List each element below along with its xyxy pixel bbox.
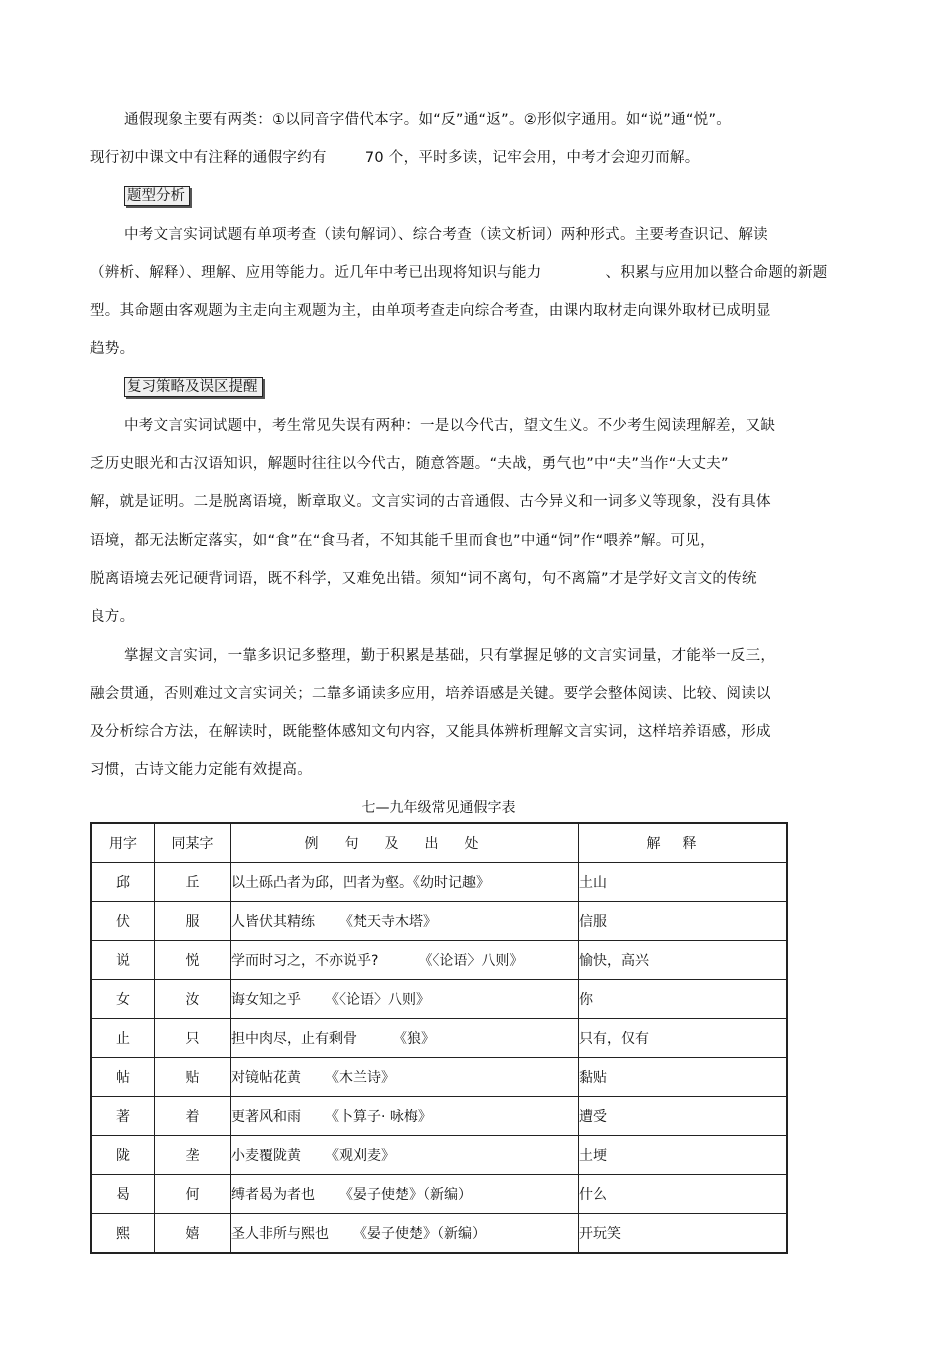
cell-example (231, 902, 579, 941)
cell-yongzi: 曷 (91, 1175, 155, 1214)
cell-example (231, 980, 579, 1019)
table-row (91, 1175, 787, 1214)
example-source: 《〈论语〉八则》 (418, 953, 524, 969)
cell-yongzi: 女 (91, 980, 155, 1019)
cell-yongzi: 帖 (91, 1058, 155, 1097)
cell-yongzi: 著 (91, 1097, 155, 1136)
intro-line-1: 通假现象主要有两类：①以同音字借代本字。如“反”通“返”。②形似字通用。如“说”通“悦”。 (124, 112, 732, 128)
table-caption: 七—九年级常见通假字表 (361, 800, 516, 816)
cell-example (231, 1175, 579, 1214)
cell-yongzi: 止 (91, 1019, 155, 1058)
example-sentence: 以土砾凸者为邱，凹者为壑。《幼时记趣》 (231, 875, 490, 891)
table-row (91, 902, 787, 941)
example-sentence: 小麦覆陇黄 (231, 1148, 301, 1164)
table-row (91, 941, 787, 980)
cell-tongzi: 悦 (155, 941, 231, 980)
cell-explanation: 土埂 (579, 1136, 788, 1175)
cell-example (231, 1136, 579, 1175)
master-line-2: 融会贯通，否则难过文言实词关；二靠多诵读多应用，培养语感是关键。要学会整体阅读、比较、阅读以 (90, 686, 771, 702)
example-source: 《梵天寺木塔》 (339, 914, 437, 930)
example-source: 《狼》 (393, 1031, 435, 1047)
header-yongzi: 用字 (91, 823, 155, 863)
cell-example (231, 863, 579, 902)
table-row (91, 1019, 787, 1058)
analysis-line-4: 趋势。 (90, 341, 135, 357)
strategy-line-4: 语境，都无法断定落实，如“食”在“食马者，不知其能千里而食也”中通“饲”作“喂养”解。可见， (90, 533, 715, 549)
example-source: 《观刈麦》 (325, 1148, 395, 1164)
analysis-line-2 (90, 263, 828, 283)
cell-tongzi: 何 (155, 1175, 231, 1214)
cell-yongzi: 说 (91, 941, 155, 980)
header-tongmouzi: 同某字 (155, 823, 231, 863)
cell-explanation: 什么 (579, 1175, 788, 1214)
cell-example (231, 1097, 579, 1136)
table-row (91, 1214, 787, 1254)
example-source: 《木兰诗》 (325, 1070, 395, 1086)
strategy-line-3: 解，就是证明。二是脱离语境，断章取义。文言实词的古音通假、古今异义和一词多义等现象，没有具体 (90, 494, 771, 510)
cell-yongzi: 伏 (91, 902, 155, 941)
example-sentence: 对镜帖花黄 (231, 1070, 301, 1086)
header-example: 例句及出处 (231, 823, 579, 863)
cell-explanation: 你 (579, 980, 788, 1019)
intro-line-2-part-a: 现行初中课文中有注释的通假字约有 (90, 150, 327, 166)
cell-tongzi: 服 (155, 902, 231, 941)
cell-explanation: 土山 (579, 863, 788, 902)
example-sentence: 诲女知之乎 (231, 992, 301, 1008)
example-sentence: 担中肉尽，止有剩骨 (231, 1031, 357, 1047)
strategy-line-5: 脱离语境去死记硬背词语，既不科学，又难免出错。须知“词不离句，句不离篇”才是学好文言文的传统 (90, 571, 757, 587)
cell-example (231, 941, 579, 980)
table-row (91, 1058, 787, 1097)
analysis-line-1: 中考文言实词试题有单项考查（读句解词）、综合考查（读文析词）两种形式。主要考查识记、解读 (124, 227, 768, 243)
table-row (91, 863, 787, 902)
cell-explanation: 开玩笑 (579, 1214, 788, 1254)
example-source: 《晏子使楚》（新编） (353, 1226, 486, 1242)
cell-tongzi: 嬉 (155, 1214, 231, 1254)
cell-tongzi: 贴 (155, 1058, 231, 1097)
example-source: 《〈论语〉八则》 (325, 992, 430, 1008)
header-explanation: 解释 (579, 823, 788, 863)
example-sentence: 更著风和雨 (231, 1109, 301, 1125)
table-header-row (91, 823, 787, 863)
example-source: 《晏子使楚》（新编） (339, 1187, 472, 1203)
example-source: 《卜算子· 咏梅》 (325, 1109, 432, 1125)
table-row (91, 1097, 787, 1136)
cell-explanation: 黏贴 (579, 1058, 788, 1097)
cell-tongzi: 只 (155, 1019, 231, 1058)
intro-line-2 (90, 148, 700, 168)
analysis-line-2-part-a: （辨析、解释）、理解、应用等能力。近几年中考已出现将知识与能力 (90, 265, 542, 281)
analysis-line-2-part-b: 、积累与应用加以整合命题的新题 (605, 265, 828, 281)
tongjia-table (90, 822, 788, 1254)
intro-line-2-part-b: 70 个，平时多读，记牢会用，中考才会迎刃而解。 (364, 150, 700, 166)
cell-example (231, 1214, 579, 1254)
example-sentence: 学而时习之，不亦说乎? (231, 953, 379, 969)
section-title-strategy: 复习策略及误区提醒 (124, 377, 263, 397)
cell-yongzi: 邱 (91, 863, 155, 902)
master-line-1: 掌握文言实词，一靠多识记多整理，勤于积累是基础，只有掌握足够的文言实词量，才能举一反三， (124, 648, 776, 664)
cell-example (231, 1019, 579, 1058)
cell-tongzi: 丘 (155, 863, 231, 902)
table-row (91, 980, 787, 1019)
cell-tongzi: 汝 (155, 980, 231, 1019)
section-title-analysis: 题型分析 (124, 186, 190, 206)
table-row (91, 1136, 787, 1175)
example-sentence: 人皆伏其精练 (231, 914, 315, 930)
master-line-4: 习惯，古诗文能力定能有效提高。 (90, 762, 312, 778)
example-sentence: 圣人非所与熙也 (231, 1226, 329, 1242)
strategy-line-1: 中考文言实词试题中，考生常见失误有两种：一是以今代古，望文生义。不少考生阅读理解差，又缺 (124, 418, 776, 434)
cell-yongzi: 熙 (91, 1214, 155, 1254)
cell-tongzi: 着 (155, 1097, 231, 1136)
cell-explanation: 愉快，高兴 (579, 941, 788, 980)
analysis-line-3: 型。其命题由客观题为主走向主观题为主，由单项考查走向综合考查，由课内取材走向课外取材已成明显 (90, 303, 771, 319)
cell-explanation: 遭受 (579, 1097, 788, 1136)
strategy-line-2: 乏历史眼光和古汉语知识，解题时往往以今代古，随意答题。“夫战，勇气也”中“夫”当作“大丈夫” (90, 456, 729, 472)
cell-explanation: 只有，仅有 (579, 1019, 788, 1058)
cell-yongzi: 陇 (91, 1136, 155, 1175)
example-sentence: 缚者曷为者也 (231, 1187, 315, 1203)
cell-tongzi: 垄 (155, 1136, 231, 1175)
master-line-3: 及分析综合方法，在解读时，既能整体感知文句内容，又能具体辨析理解文言实词，这样培养语感，形成 (90, 724, 771, 740)
strategy-line-6: 良方。 (90, 609, 135, 625)
cell-example (231, 1058, 579, 1097)
cell-explanation: 信服 (579, 902, 788, 941)
